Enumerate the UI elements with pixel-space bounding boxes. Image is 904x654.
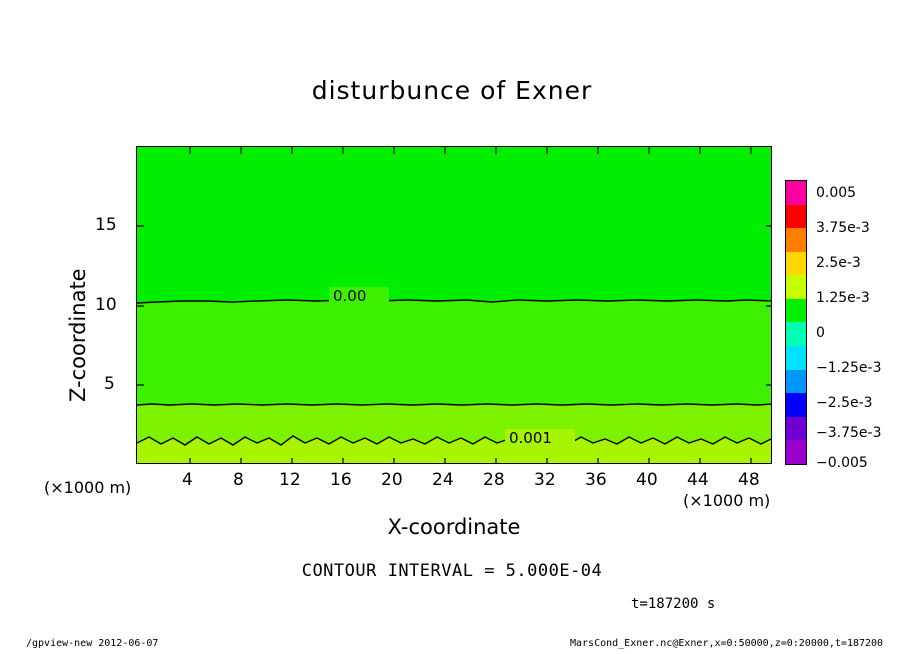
colorbar-swatch-1	[786, 205, 806, 229]
x-unit-label: (×1000 m)	[683, 491, 771, 510]
colorbar-tick-5: −1.25e-3	[816, 360, 882, 376]
ytick-15: 15	[95, 215, 117, 235]
colorbar-swatch-6	[786, 322, 806, 346]
colorbar-tick-7: −3.75e-3	[816, 425, 882, 441]
xtick-40: 40	[636, 470, 658, 490]
ytick-5: 5	[104, 374, 115, 394]
colorbar-tick-8: −0.005	[816, 455, 868, 471]
contour-interval-text: CONTOUR INTERVAL = 5.000E-04	[301, 561, 603, 581]
contour-label-0: 0.00	[333, 287, 367, 305]
colorbar	[785, 180, 807, 465]
xtick-48: 48	[738, 470, 760, 490]
colorbar-swatch-10	[786, 417, 806, 441]
contour-line-mid	[137, 404, 772, 405]
y-axis-label-wrap	[62, 212, 92, 412]
colorbar-swatch-0	[786, 181, 806, 205]
colorbar-tick-4: 0	[816, 325, 825, 341]
xtick-8: 8	[233, 470, 244, 490]
colorbar-tick-0: 0.005	[816, 185, 857, 201]
colorbar-swatch-4	[786, 275, 806, 299]
contour-plot-svg	[137, 147, 772, 464]
y-axis-label: Z-coordinate	[66, 268, 90, 402]
xtick-44: 44	[687, 470, 709, 490]
colorbar-tick-3: 1.25e-3	[816, 290, 870, 306]
colorbar-swatch-8	[786, 370, 806, 394]
xtick-24: 24	[432, 470, 454, 490]
chart-title: disturbunce of Exner	[311, 76, 593, 105]
xtick-20: 20	[381, 470, 403, 490]
footer-left-text: /gpview-new 2012-06-07	[26, 638, 159, 649]
contour-label-1: 0.001	[509, 429, 552, 447]
colorbar-tick-2: 2.5e-3	[816, 255, 861, 271]
colorbar-swatch-2	[786, 228, 806, 252]
plot-area	[136, 146, 772, 464]
colorbar-swatch-11	[786, 440, 806, 464]
colorbar-tick-6: −2.5e-3	[816, 395, 873, 411]
colorbar-swatch-9	[786, 393, 806, 417]
xtick-4: 4	[182, 470, 193, 490]
xtick-16: 16	[330, 470, 352, 490]
xtick-12: 12	[279, 470, 301, 490]
z-unit-label: (×1000 m)	[44, 478, 132, 497]
colorbar-swatch-7	[786, 346, 806, 370]
ytick-10: 10	[95, 295, 117, 315]
xtick-32: 32	[534, 470, 556, 490]
x-axis-label: X-coordinate	[387, 515, 521, 539]
timestamp-label: t=187200 s	[631, 596, 716, 612]
colorbar-tick-1: 3.75e-3	[816, 220, 870, 236]
footer-right-text: MarsCond_Exner.nc@Exner,x=0:50000,z=0:20000,t=187200	[570, 638, 884, 649]
colorbar-swatch-3	[786, 252, 806, 276]
xtick-36: 36	[585, 470, 607, 490]
xtick-28: 28	[483, 470, 505, 490]
colorbar-swatch-5	[786, 299, 806, 323]
